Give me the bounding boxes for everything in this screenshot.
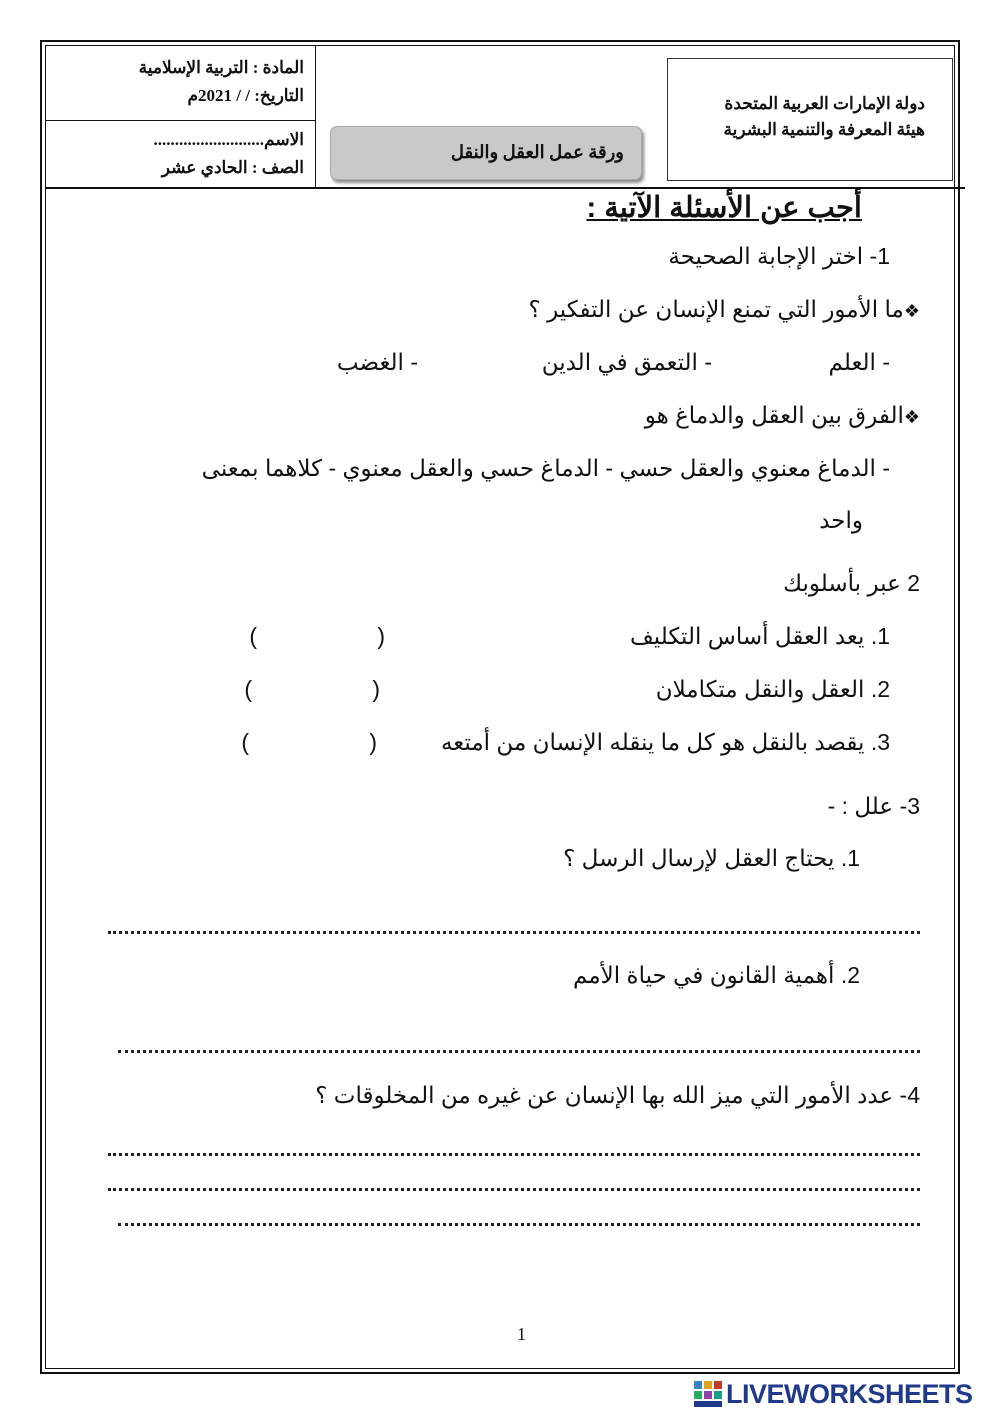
- item-number: 2.: [870, 676, 890, 702]
- q2-item3-open-paren[interactable]: (: [369, 729, 377, 755]
- q1-item2-text: الفرق بين العقل والدماغ هو: [644, 402, 904, 428]
- q2-item1-text: يعد العقل أساس التكليف: [629, 623, 865, 649]
- answer-line[interactable]: [108, 1188, 920, 1191]
- q2-item2-text: العقل والنقل متكاملان: [655, 676, 865, 702]
- q1-item1-question: [529, 296, 920, 323]
- header-left-divider: [315, 45, 316, 187]
- student-name-field[interactable]: الاسم..........................: [153, 130, 304, 149]
- diamond-bullet-icon: ❖: [903, 407, 920, 427]
- q3-item1-text: يحتاج العقل لإرسال الرسل ؟: [563, 845, 835, 871]
- q3-item2: [573, 962, 860, 989]
- q1-item2-question: [645, 402, 920, 429]
- country-name: دولة الإمارات العربية المتحدة: [724, 94, 925, 113]
- liveworksheets-logo-icon: [693, 1380, 723, 1408]
- q2-item1-open-paren[interactable]: (: [377, 623, 385, 649]
- diamond-bullet-icon: ❖: [903, 301, 920, 321]
- q1-option-a[interactable]: - العلم: [828, 349, 890, 375]
- authority-name: هيئة المعرفة والتنمية البشرية: [723, 120, 925, 139]
- header-left-midline: [45, 120, 315, 121]
- q1-title: 1- اختر الإجابة الصحيحة: [668, 243, 890, 269]
- page-number: 1: [517, 1324, 526, 1344]
- liveworksheets-logo: [693, 1378, 973, 1410]
- q3-title: 3- علل : -: [827, 793, 920, 819]
- watermark-text: LIVEWORKSHEETS: [726, 1378, 973, 1409]
- answer-line[interactable]: [118, 1050, 920, 1053]
- subject-label: المادة : التربية الإسلامية: [138, 58, 304, 77]
- q1-option-c[interactable]: - الغضب: [336, 349, 418, 375]
- q2-item1: [630, 623, 890, 650]
- q2-item2-open-paren[interactable]: (: [372, 676, 380, 702]
- answer-line[interactable]: [108, 931, 920, 934]
- q4-title: 4- عدد الأمور التي ميز الله بها الإنسان عن غيره من المخلوقات ؟: [315, 1082, 920, 1108]
- q2-item2-close-paren[interactable]: ): [244, 676, 252, 702]
- q1-item1-text: ما الأمور التي تمنع الإنسان عن التفكير ؟: [528, 296, 904, 322]
- q2-item3-close-paren[interactable]: ): [241, 729, 249, 755]
- q2-item1-close-paren[interactable]: ): [249, 623, 257, 649]
- q1-option-b[interactable]: - التعمق في الدين: [541, 349, 712, 375]
- header-divider: [45, 187, 965, 189]
- q1-item2-answers-cont[interactable]: واحد: [819, 507, 863, 533]
- answer-line[interactable]: [118, 1223, 920, 1226]
- date-label: التاريخ: / / 2021م: [187, 86, 304, 105]
- worksheet-title: ورقة عمل العقل والنقل: [450, 142, 624, 162]
- item-number: 3.: [870, 729, 890, 755]
- q2-item3: [441, 729, 890, 756]
- q2-item3-text: يقصد بالنقل هو كل ما ينقله الإنسان من أمتعه: [440, 729, 865, 755]
- q1-item2-answers[interactable]: - الدماغ معنوي والعقل حسي - الدماغ حسي والعقل معنوي - كلاهما بمعنى: [201, 455, 890, 481]
- q2-item2: [656, 676, 890, 703]
- q3-item1: [563, 845, 860, 872]
- q2-title: 2 عبر بأسلوبك: [783, 570, 920, 596]
- item-number: 1.: [840, 845, 860, 871]
- item-number: 1.: [870, 623, 890, 649]
- q3-item2-text: أهمية القانون في حياة الأمم: [573, 962, 835, 988]
- item-number: 2.: [840, 962, 860, 988]
- grade-label: الصف : الحادي عشر: [161, 158, 304, 177]
- instructions-heading: أجب عن الأسئلة الآتية :: [586, 192, 862, 224]
- answer-line[interactable]: [108, 1153, 920, 1156]
